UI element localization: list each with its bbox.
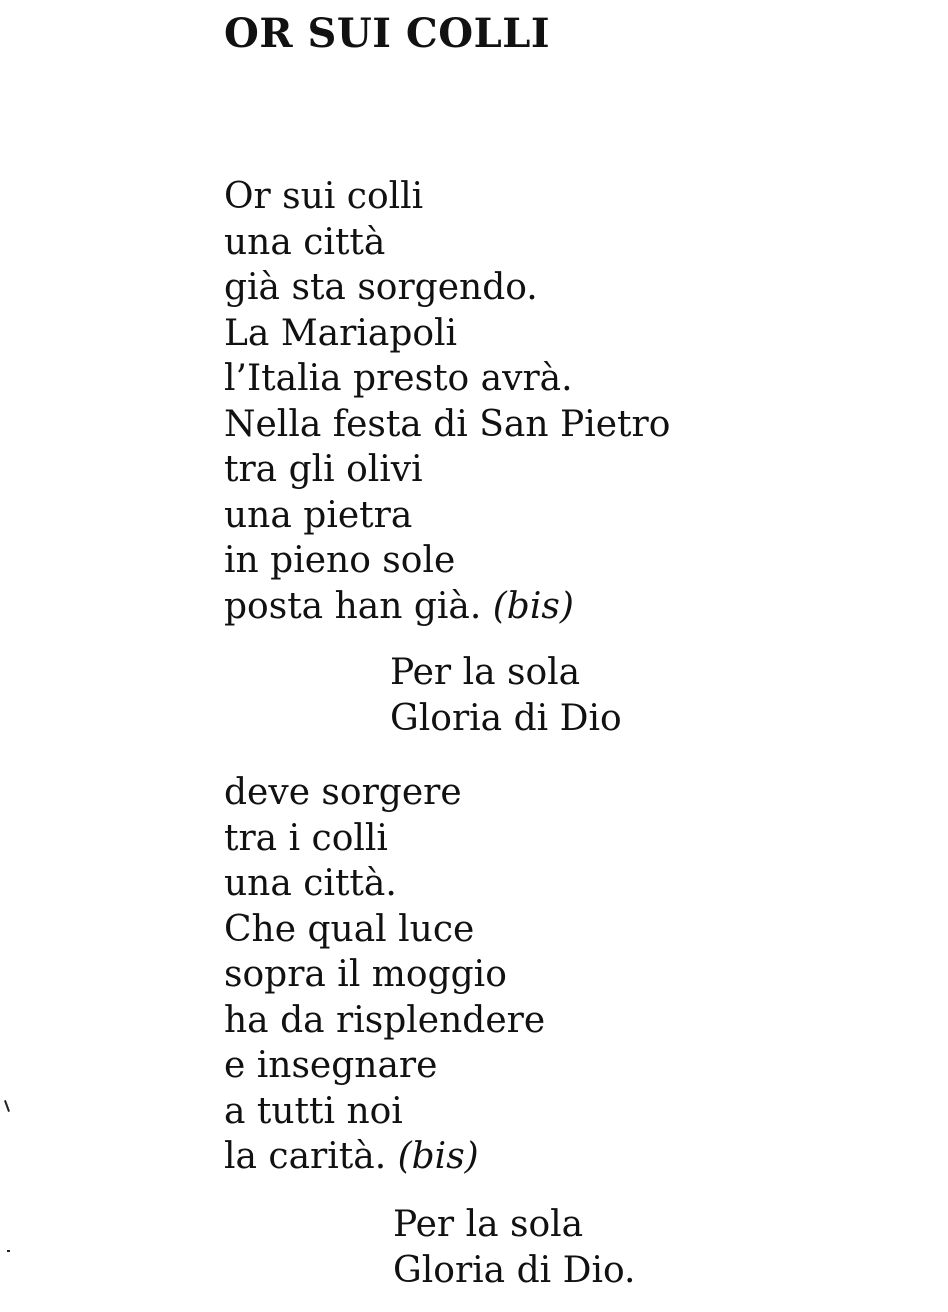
verse-line: Nella festa di San Pietro	[224, 403, 671, 445]
verse-line-text: posta han già.	[224, 585, 482, 627]
verse-line: La Mariapoli	[224, 312, 458, 354]
verse-line: sopra il moggio	[224, 954, 507, 995]
refrain-2	[393, 1202, 635, 1293]
verse-1	[224, 174, 670, 629]
verse-line: deve sorgere	[224, 772, 462, 813]
verse-line: Or sui colli	[224, 176, 424, 217]
verse-line-with-repeat	[224, 584, 670, 630]
verse-line: tra gli olivi	[224, 449, 423, 490]
verse-line: tra i colli	[224, 817, 388, 859]
verse-line-text: la carità.	[224, 1136, 387, 1177]
refrain-line: Gloria di Dio	[390, 697, 622, 739]
repeat-marker: (bis)	[492, 585, 574, 627]
verse-line: una pietra	[224, 494, 413, 536]
verse-line: già sta sorgendo.	[224, 267, 538, 308]
verse-line: una città	[224, 221, 386, 263]
repeat-marker: (bis)	[397, 1136, 479, 1177]
refrain-line: Gloria di Dio.	[393, 1249, 636, 1291]
verse-line-with-repeat	[224, 1134, 545, 1180]
verse-line: a tutti noi	[224, 1090, 403, 1132]
verse-line: in pieno sole	[224, 540, 456, 581]
refrain-line: Per la sola	[390, 652, 581, 693]
verse-line: ha da risplendere	[224, 999, 546, 1041]
verse-line: l’Italia presto avrà.	[224, 358, 573, 399]
refrain-1	[390, 650, 622, 741]
scan-speck	[4, 1100, 10, 1112]
refrain-line: Per la sola	[393, 1204, 584, 1245]
verse-line: Che qual luce	[224, 908, 475, 950]
song-title: OR SUI COLLI	[224, 10, 551, 57]
scan-speck	[7, 1250, 10, 1252]
verse-line: una città.	[224, 863, 397, 904]
verse-line: e insegnare	[224, 1045, 438, 1086]
verse-2	[224, 770, 545, 1180]
